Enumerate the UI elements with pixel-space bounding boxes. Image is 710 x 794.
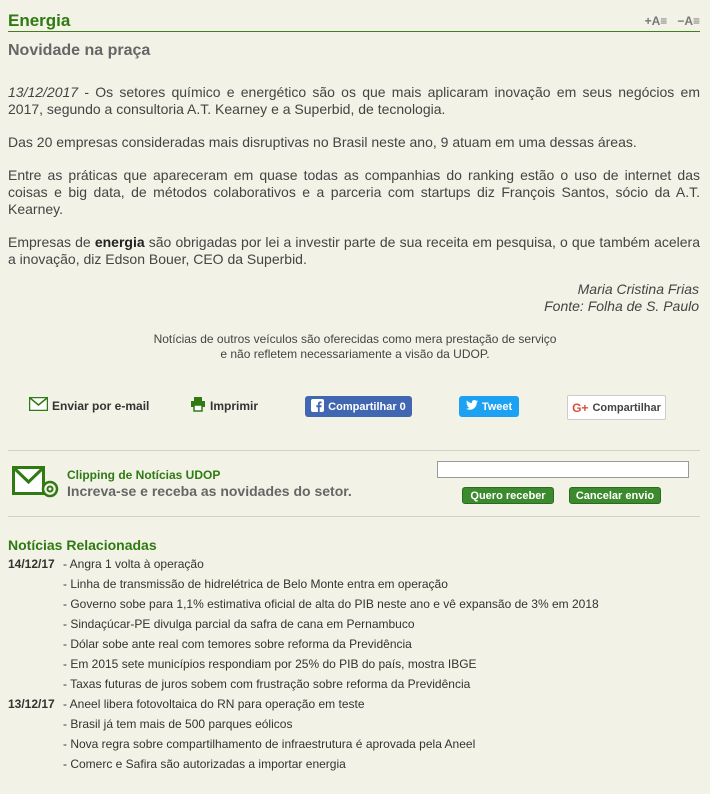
related-news-link[interactable]: - Governo sobe para 1,1% estimativa oficial de alta do PIB neste ano e vê expansão de 3% em 2018 [63,597,599,611]
clipping-title: Clipping de Notícias UDOP [67,468,221,482]
increase-font-button[interactable]: +A≡ [644,14,668,28]
decrease-font-button[interactable]: −A≡ [677,14,700,28]
article-paragraph-3: Entre as práticas que apareceram em quase todas as companhias do ranking estão o uso de internet das coisas e big data, de métodos colaborativos e a parceria com startups diz François Santos, sócio da A.T. Kearney. [8,167,700,217]
related-news-link[interactable]: - Brasil já tem mais de 500 parques eólicos [63,717,293,731]
email-label: Enviar por e-mail [52,398,150,413]
related-news-link[interactable]: - Em 2015 sete municípios respondiam por 25% do PIB do país, mostra IBGE [63,657,477,671]
subscribe-button[interactable]: Quero receber [462,487,554,504]
related-news-link[interactable]: - Nova regra sobre compartilhamento de infraestrutura é aprovada pela Aneel [63,737,476,751]
facebook-icon [311,399,324,415]
article-body [8,84,700,284]
twitter-bird-icon [466,400,478,413]
related-news-date: 13/12/17 [8,697,55,711]
facebook-share-button[interactable] [305,396,412,417]
article-source: Fonte: Folha de S. Paulo [544,298,699,314]
related-news-list [8,556,700,776]
related-news-link[interactable]: - Taxas futuras de juros sobem com frustração sobre reforma da Previdência [63,677,471,691]
related-news-item [8,616,700,636]
article-date: 13/12/2017 [8,84,79,100]
cancel-subscription-button[interactable]: Cancelar envio [569,487,661,504]
article-paragraph-4 [8,234,700,268]
article-byline [544,281,699,315]
related-news-item [8,756,700,776]
newsletter-envelope-icon [12,466,60,501]
article-lead: - Os setores químico e energético são os que mais aplicaram inovação em seus negócios em 2017, segundo a consultoria A.T. Kearney e a Superbid, de tecnologia. [8,84,700,117]
article-paragraph-1 [8,84,700,118]
envelope-icon [29,397,48,414]
print-label: Imprimir [210,398,259,413]
share-actions [0,394,710,424]
email-button[interactable] [29,397,149,414]
disclaimer-line-1: Notícias de outros veículos são oferecidas como mera prestação de serviço [153,332,557,346]
related-news-item [8,636,700,656]
article-paragraph-2: Das 20 empresas consideradas mais disruptivas no Brasil neste ano, 9 atuam em uma dessas áreas. [8,134,637,150]
related-news-item [8,736,700,756]
font-size-controls [645,14,700,28]
related-news-item [8,676,700,696]
tweet-label: Tweet [481,400,513,413]
clipping-email-input[interactable] [437,461,689,478]
google-plus-label: Compartilhar [592,401,661,414]
divider-bottom [8,516,700,517]
facebook-share-label: Compartilhar 0 [328,400,406,413]
related-news-link[interactable]: - Comerc e Safira são autorizadas a importar energia [63,757,346,771]
divider-top [8,450,700,451]
related-news-item [8,576,700,596]
p4-text-start: Empresas de [8,234,95,250]
article-headline: Novidade na praça [8,42,151,59]
article-author: Maria Cristina Frias [577,281,699,297]
google-plus-icon: G+ [572,400,589,415]
clipping-subtitle: Increva-se e receba as novidades do setor. [67,483,352,499]
p4-highlight: energia [94,234,145,250]
disclaimer-line-2: e não refletem necessariamente a visão da UDOP. [220,347,490,361]
related-news-date: 14/12/17 [8,557,55,571]
google-plus-share-button[interactable] [567,395,666,420]
related-news-item [8,716,700,736]
print-button[interactable] [190,396,258,415]
related-news-link[interactable]: - Sindaçúcar-PE divulga parcial da safra de cana em Pernambuco [63,617,415,631]
related-news-item [8,596,700,616]
tweet-button[interactable] [459,396,519,417]
p4-text-end: são obrigadas por lei a investir parte de sua receita em pesquisa, o que também acelera a inovação, diz Edson Bouer, CEO da Superbid. [8,234,700,267]
related-news-item [8,696,700,716]
related-news-item [8,656,700,676]
section-title: Energia [8,11,71,30]
section-header [8,10,700,32]
disclaimer [0,332,710,362]
related-news-link[interactable]: - Linha de transmissão de hidrelétrica de Belo Monte entra em operação [63,577,448,591]
related-news-link[interactable]: - Dólar sobe ante real com temores sobre reforma da Previdência [63,637,412,651]
related-news-item [8,556,700,576]
related-news-link[interactable]: - Aneel libera fotovoltaica do RN para operação em teste [63,697,365,711]
printer-icon [190,396,206,415]
related-news-title: Notícias Relacionadas [8,537,157,553]
related-news-link[interactable]: - Angra 1 volta à operação [63,557,204,571]
